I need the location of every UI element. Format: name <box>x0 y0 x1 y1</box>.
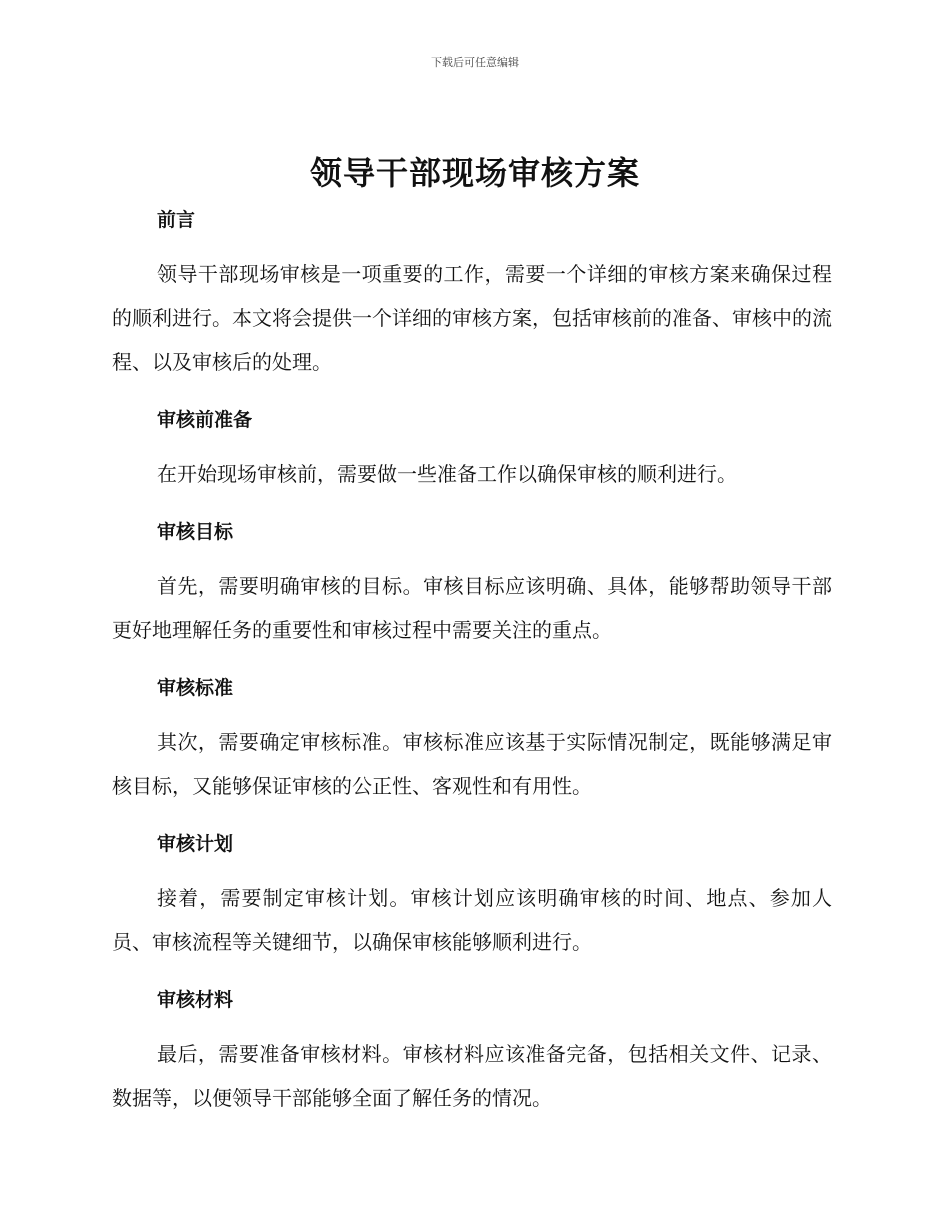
section-materials <box>112 980 832 1120</box>
section-preface <box>112 200 832 384</box>
section-preparation <box>112 400 832 496</box>
section-paragraph: 接着，需要制定审核计划。审核计划应该明确审核的时间、地点、参加人员、审核流程等关键细节，以确保审核能够顺利进行。 <box>112 886 832 954</box>
document-body <box>112 200 832 1120</box>
header-note: 下载后可任意编辑 <box>431 56 519 69</box>
section-paragraph: 最后，需要准备审核材料。审核材料应该准备完备，包括相关文件、记录、数据等，以便领导干部能够全面了解任务的情况。 <box>112 1042 832 1110</box>
section-heading: 审核计划 <box>157 833 234 855</box>
section-objectives <box>112 512 832 652</box>
section-heading: 审核前准备 <box>157 409 253 431</box>
section-heading: 审核材料 <box>157 989 234 1011</box>
section-paragraph: 首先，需要明确审核的目标。审核目标应该明确、具体，能够帮助领导干部更好地理解任务的重要性和审核过程中需要关注的重点。 <box>112 574 832 642</box>
section-paragraph: 领导干部现场审核是一项重要的工作，需要一个详细的审核方案来确保过程的顺利进行。本文将会提供一个详细的审核方案，包括审核前的准备、审核中的流程、以及审核后的处理。 <box>112 262 832 374</box>
section-heading: 审核标准 <box>157 677 234 699</box>
section-plan <box>112 824 832 964</box>
section-standards <box>112 668 832 808</box>
document-title: 领导干部现场审核方案 <box>309 154 640 192</box>
section-paragraph: 其次，需要确定审核标准。审核标准应该基于实际情况制定，既能够满足审核目标，又能够保证审核的公正性、客观性和有用性。 <box>112 730 832 798</box>
section-paragraph: 在开始现场审核前，需要做一些准备工作以确保审核的顺利进行。 <box>157 462 737 486</box>
section-heading: 审核目标 <box>157 521 234 543</box>
section-heading: 前言 <box>157 209 196 231</box>
